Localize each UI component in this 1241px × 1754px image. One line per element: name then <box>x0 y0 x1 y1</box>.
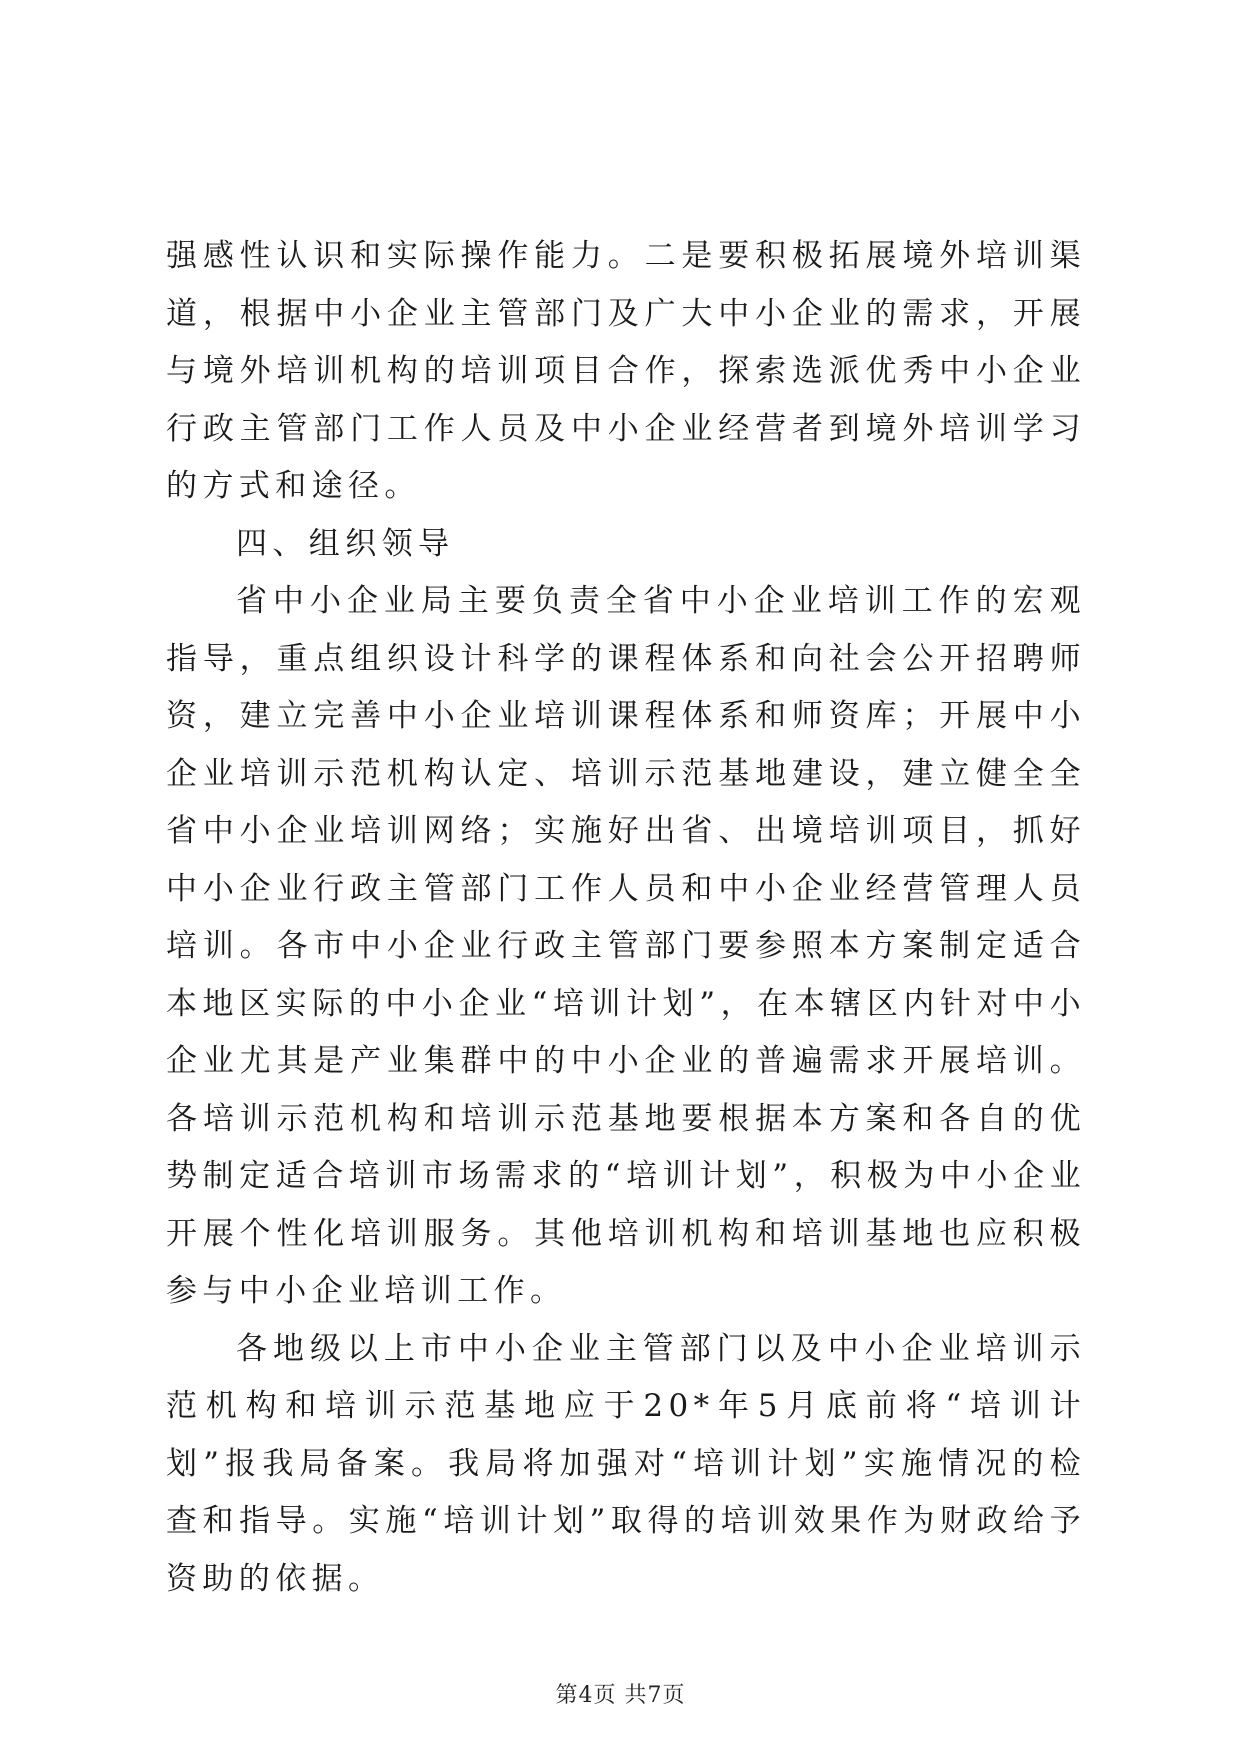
section-heading: 四、组织领导 <box>236 525 455 562</box>
paragraph-continued: 强感性认识和实际操作能力。二是要积极拓展境外培训渠道，根据中小企业主管部门及广大中小企业的需求，开展与境外培训机构的培训项目合作，探索选派优秀中小企业行政主管部门工作人员及中小企业经营者到境外培训学习的方式和途径。 <box>166 238 1086 504</box>
paragraph-organization: 省中小企业局主要负责全省中小企业培训工作的宏观指导，重点组织设计科学的课程体系和向社会公开招聘师资，建立完善中小企业培训课程体系和师资库；开展中小企业培训示范机构认定、培训示范基地建设，建立健全全省中小企业培训网络；实施好出省、出境培训项目，抓好中小企业行政主管部门工作人员和中小企业经营管理人员培训。各市中小企业行政主管部门要参照本方案制定适合本地区实际的中小企业“培训计划”，在本辖区内针对中小企业尤其是产业集群中的中小企业的普遍需求开展培训。各培训示范机构和培训示范基地要根据本方案和各自的优势制定适合培训市场需求的“培训计划”，积极为中小企业开展个性化培训服务。其他培训机构和培训基地也应积极参与中小企业培训工作。 <box>166 583 1086 1309</box>
document-body <box>166 228 1086 1608</box>
page-number-footer: 第4页 共7页 <box>555 1683 686 1708</box>
paragraph-filing: 各地级以上市中小企业主管部门以及中小企业培训示范机构和培训示范基地应于20*年5月底前将“培训计划”报我局备案。我局将加强对“培训计划”实施情况的检查和指导。实施“培训计划”取得的培训效果作为财政给予资助的依据。 <box>166 1330 1086 1597</box>
